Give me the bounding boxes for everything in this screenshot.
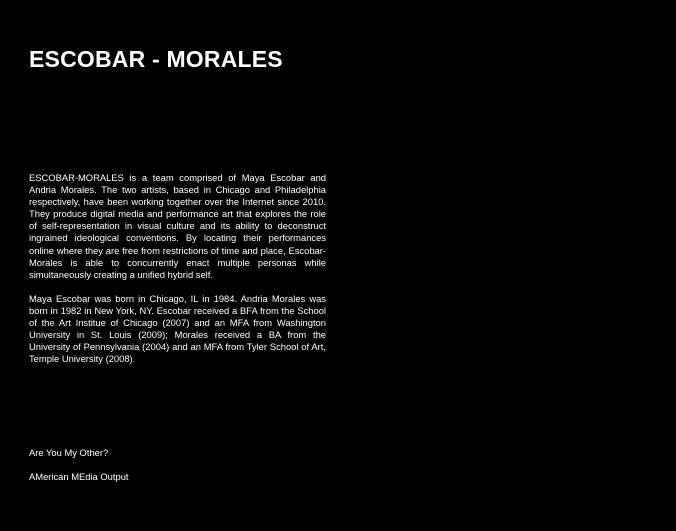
site-title: ESCOBAR - MORALES [29, 46, 283, 72]
bio-section [29, 172, 326, 365]
bio-paragraph-background: Maya Escobar was born in Chicago, IL in 1984. Andria Morales was born in 1982 in New York, NY. Escobar received a BFA from the School of the Art Institue of Chicago (2007) and an MFA from Washington University in St. Louis (2009); Morales received a BA from the University of Pennsylvania (2004) and an MFA from Tyler School of Art, Temple University (2008). [29, 292, 326, 365]
link-american-media-output[interactable]: AMerican MEdia Output [29, 471, 129, 482]
project-links [29, 447, 129, 483]
bio-paragraph-intro: ESCOBAR-MORALES is a team comprised of Maya Escobar and Andria Morales. The two artists, based in Chicago and Philadelphia respectively, have been working together over the Internet since 2010. They produce digital media and performance art that explores the role of self-representation in visual culture and its ability to deconstruct ingrained ideological conventions. By locating their performances online where they are free from restrictions of time and place, Escobar-Morales is able to concurrently enact multiple personas while simultaneously creating a unified hybrid self. [29, 172, 326, 280]
link-are-you-my-other[interactable]: Are You My Other? [29, 447, 109, 458]
